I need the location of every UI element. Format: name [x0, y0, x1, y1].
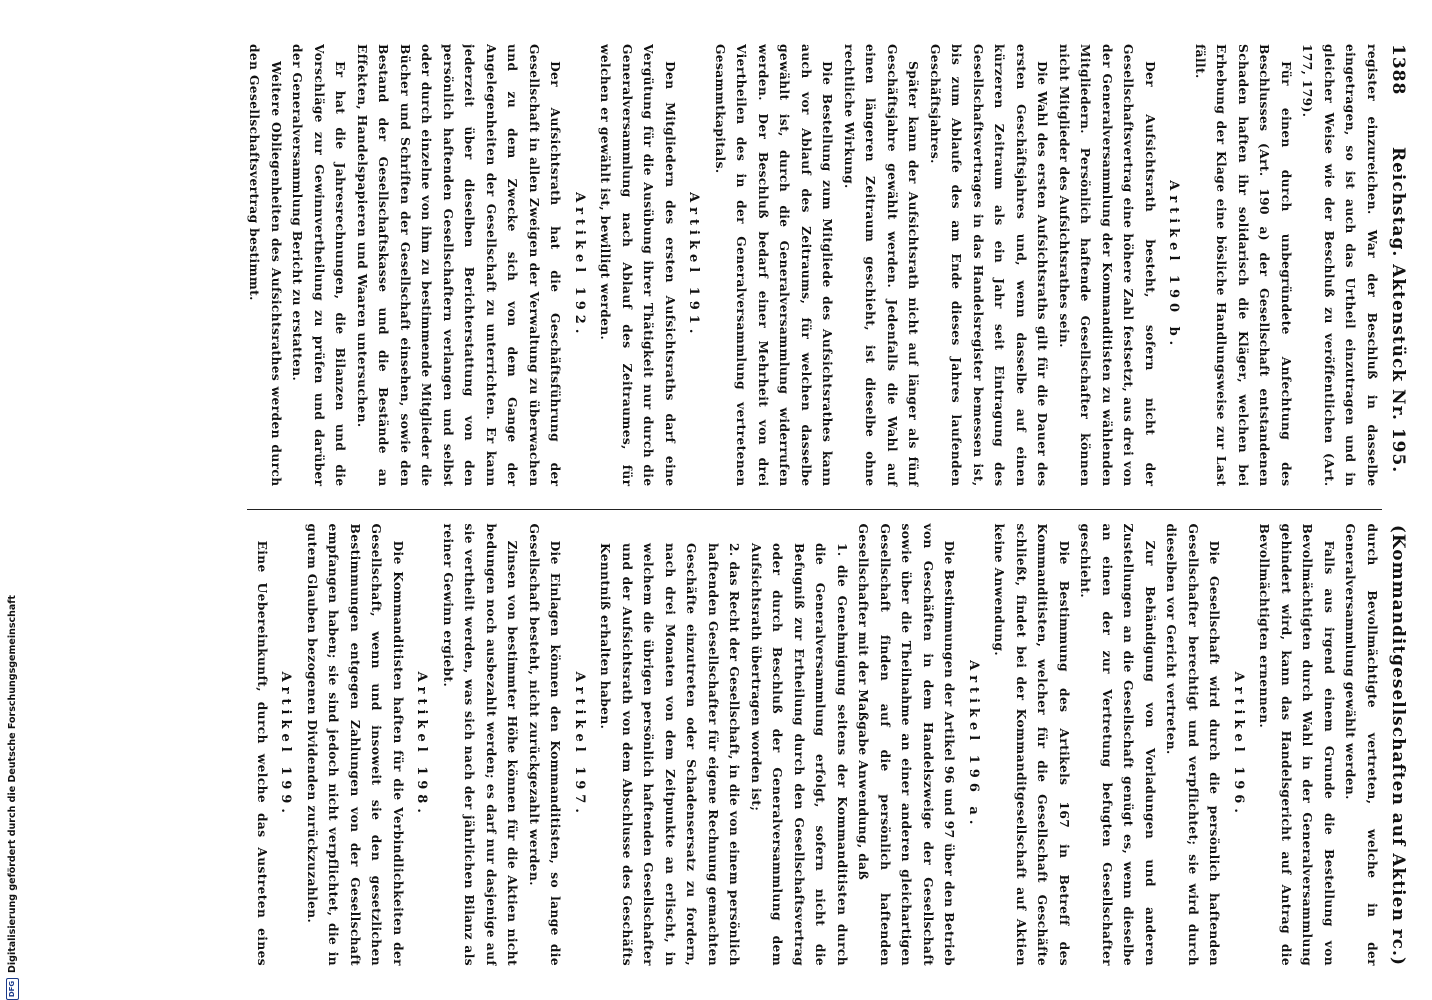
right-column	[247, 509, 1382, 967]
digitization-footer	[6, 400, 22, 1000]
paragraph: Die Gesellschaft wird durch die persönlich haftenden Gesellschafter berechtigt und verpflichtet; sie wird durch dieselben vor Gericht vertreten.	[1164, 523, 1222, 966]
paragraph: Zinsen von bestimmter Höhe können für die Aktien nicht bedungen noch ausbezahlt werden; es darf nur dasjenige auf sie vertheilt werden, was sich nach der jährlichen Bilanz als reiner Gewinn ergiebt.	[441, 523, 520, 966]
article-heading: Artikel 199.	[278, 671, 294, 818]
paragraph: durch Bevollmächtigte vertreten, welche in der Generalversammlung gewählt werden.	[1343, 523, 1379, 966]
article-heading: Artikel 198.	[414, 671, 430, 818]
paragraph: Die Kommanditisten haften für die Verbindlichkeiten der Gesellschaft, wenn und insoweit sie den gesetzlichen Bestimmungen entgegen Zahlungen von der Gesellschaft empfangen haben; sie sind jedoch nicht verpflichtet, die in gutem Glauben bezogenen Dividenden zurückzuzahlen.	[305, 523, 405, 966]
article-heading: Artikel 190 b.	[1166, 180, 1182, 351]
paragraph: Die Bestimmung des Artikels 167 in Betreff des Kommanditisten, welcher für die Gesellschaft Geschäfte schließt, findet bei der Kommanditgesellschaft auf Aktien keine Anwendung.	[992, 523, 1071, 966]
dfg-logo: DFG	[6, 978, 19, 1000]
paragraph: Er hat die Jahresrechnungen, die Bilanzen und die Vorschläge zur Gewinnvertheilung zu prüfen und darüber der Generalversammlung Bericht zu erstatten.	[290, 44, 348, 487]
rotated-document-page	[226, 30, 1416, 980]
article-heading: Artikel 191.	[686, 192, 702, 339]
paragraph: Weitere Obliegenheiten des Aufsichtsrathes werden durch den Gesellschaftsvertrag bestimmt.	[247, 44, 283, 487]
paragraph: Für einen durch unbegründete Anfechtung des Beschlusses (Art. 190 a) der Gesellschaft entstandenen Schaden haften ihr solidarisch die Kläger, welchen bei Erhebung der Klage eine bösliche Handlungsweise zur Last fällt.	[1193, 44, 1293, 487]
article-heading: Artikel 196.	[1231, 671, 1246, 818]
paragraph: Die Einlagen können den Kommanditisten, so lange die Gesellschaft besteht, nicht zurückgezahlt werden.	[527, 523, 563, 966]
paragraph: Zur Behändigung von Vorladungen und anderen Zustellungen an die Gesellschaft genügt es, wenn dieselbe an einen der zur Vertretung befugten Gesellschafter geschieht.	[1078, 523, 1157, 966]
paragraph: Die Wahl des ersten Aufsichtsraths gilt für die Dauer des ersten Geschäftsjahres und, wenn dasselbe auf einen kürzeren Zeitraum als ein Jahr seit Eintragung des Gesellschaftsvertrages in das Handelsregister bemessen ist, bis zum Ablaufe des am Ende dieses Jahres laufenden Geschäftsjahres.	[928, 44, 1050, 487]
paragraph: Die Bestimmungen der Artikel 96 und 97 über den Betrieb von Geschäften in dem Handelszweige der Gesellschaft sowie über die Theilnahme an einer anderen gleichartigen Gesellschaft finden auf die persönlich haftenden Gesellschafter mit der Maßgabe Anwendung, daß	[856, 523, 957, 966]
running-head	[1388, 44, 1408, 966]
paragraph: Falls aus irgend einem Grunde die Bestellung von Bevollmächtigten durch Wahl in der Generalversammlung gehindert wird, kann das Handelsgericht auf Antrag die Bevollmächtigten ernennen.	[1257, 523, 1336, 966]
list-item: 1. die Genehmigung seitens der Kommanditisten durch die Generalversammlung erfolgt, sofern nicht die Befugniß zur Ertheilung durch den Gesellschaftsvertrag oder durch Beschluß der Generalversammlung dem Aufsichtsrath übertragen worden ist;	[749, 543, 849, 966]
list-item: 2. das Recht der Gesellschaft, in die von einem persönlich haftenden Gesellschafter für eigene Rechnung gemachten Geschäfte einzutreten oder Schadensersatz zu fordern, nach drei Monaten von dem Zeitpunkte an erlischt, in welchem die übrigen persönlich haftenden Gesellschafter und der Aufsichtsrath von dem Abschlusse des Geschäfts Kenntniß erhalten haben.	[598, 543, 742, 966]
running-head-title: Reichstag. Aktenstück Nr. 195.	[1388, 146, 1408, 474]
left-column	[247, 44, 1382, 487]
paragraph: Eine Uebereinkunft, durch welche das Austreten eines	[255, 540, 269, 966]
running-head-subtitle: (Kommanditgesellschaften auf Aktien rc.)	[1388, 524, 1408, 966]
paragraph: Der Aufsichtsrath hat die Geschäftsführung der Gesellschaft in allen Zweigen der Verwaltung zu überwachen und zu dem Zwecke sich von dem Gange der Angelegenheiten der Gesellschaft zu unterrichten. Er kann jederzeit über dieselben Berichterstattung von den persönlich haftenden Gesellschaftern verlangen und selbst oder durch einzelne von ihm zu bestimmende Mitglieder die Bücher und Schriften der Gesellschaft einsehen, sowie den Bestand der Gesellschaftskasse und die Bestände an Effekten, Handelspapieren und Waaren untersuchen.	[355, 44, 563, 487]
paragraph: Den Mitgliedern des ersten Aufsichtsraths darf eine Vergütung für die Ausübung ihrer Thätigkeit nur durch die Generalversammlung nach Ablauf des Zeitraumes, für welchen er gewählt ist, bewilligt werden.	[598, 44, 677, 487]
article-heading: Artikel 197.	[572, 671, 587, 818]
page-number: 1388	[1388, 44, 1408, 96]
paragraph: Der Aufsichtsrath besteht, sofern nicht der Gesellschaftsvertrag eine höhere Zahl festsetzt, aus drei von der Generalversammlung der Kommanditisten zu wählenden Mitgliedern. Persönlich haftende Gesellschafter können nicht Mitglieder des Aufsichtsrathes sein.	[1057, 44, 1157, 487]
article-heading: Artikel 192.	[572, 192, 587, 339]
paragraph: register einzureichen. War der Beschluß in dasselbe eingetragen, so ist auch das Urtheil einzutragen und in gleicher Weise wie der Beschluß zu veröffentlichen (Art. 177, 179).	[1300, 44, 1379, 487]
paragraph: Später kann der Aufsichtsrath nicht auf länger als fünf Geschäftsjahre gewählt werden. Jedenfalls die Wahl auf einen längeren Zeitraum geschieht, ist dieselbe ohne rechtliche Wirkung.	[842, 44, 921, 487]
footer-text: Digitalisierung gefördert durch die Deutsche Forschungsgemeinschaft	[7, 595, 18, 973]
paragraph: Die Bestellung zum Mitgliede des Aufsichtsrathes kann auch vor Ablauf des Zeitraums, für welchen dasselbe gewählt ist, durch die Generalversammlung widerrufen werden. Der Beschluß bedarf einer Mehrheit von drei Viertheilen des in der Generalversammlung vertretenen Gesammtkapitals.	[713, 44, 835, 487]
article-heading: Artikel 196 a.	[966, 660, 981, 830]
text-columns	[247, 44, 1382, 966]
